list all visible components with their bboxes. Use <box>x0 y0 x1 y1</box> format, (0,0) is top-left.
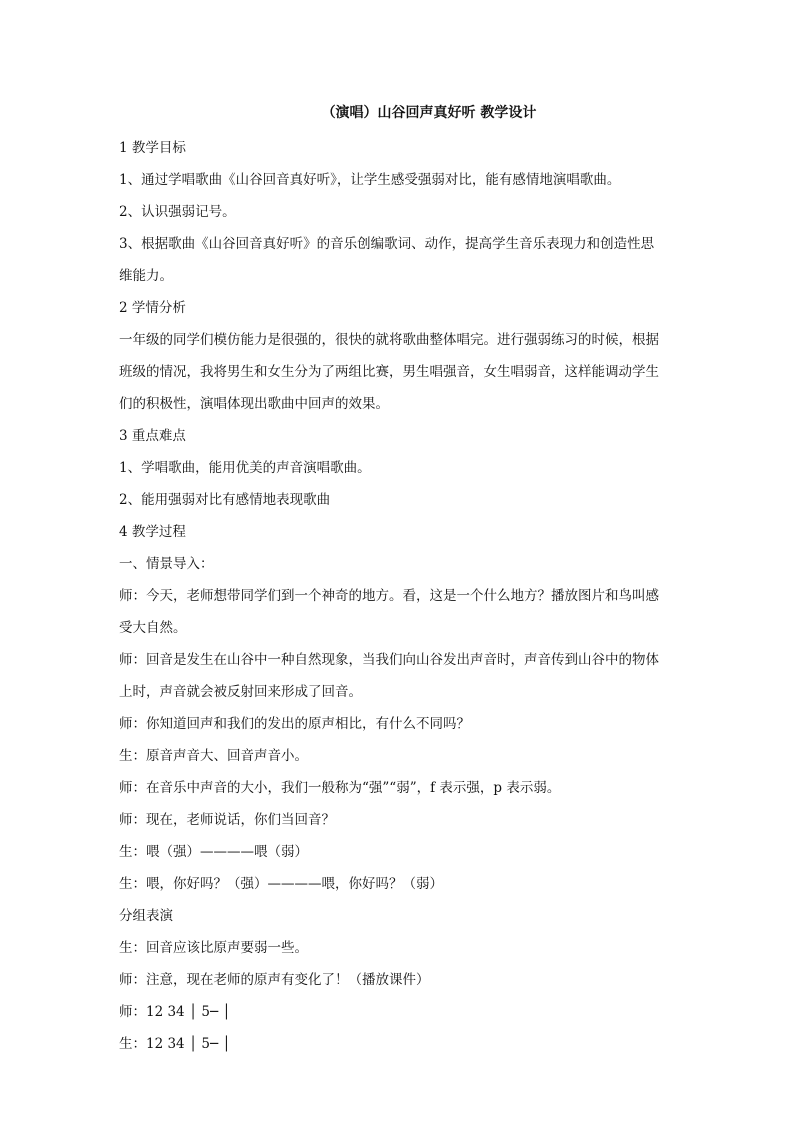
group-performance-heading: 分组表演 <box>119 908 173 924</box>
dialogue-line: 师：你知道回声和我们的发出的原声相比，有什么不同吗？ <box>119 716 470 732</box>
dialogue-line: 师：在音乐中声音的大小，我们一般称为“强”“弱”，f 表示强，p 表示弱。 <box>119 780 561 796</box>
section-heading-process: 4 教学过程 <box>119 524 186 540</box>
analysis-line-3: 们的积极性，演唱体现出歌曲中回声的效果。 <box>119 396 389 412</box>
objective-3-line-2: 维能力。 <box>119 268 173 284</box>
dialogue-line: 师：今天，老师想带同学们到一个神奇的地方。看，这是一个什么地方？播放图片和鸟叫感 <box>119 588 659 604</box>
key-point-2: 2、能用强弱对比有感情地表现歌曲 <box>119 492 331 508</box>
section-heading-key-points: 3 重点难点 <box>119 428 186 444</box>
dialogue-line: 师：回音是发生在山谷中一种自然现象，当我们向山谷发出声音时，声音传到山谷中的物体 <box>119 652 659 668</box>
section-heading-analysis: 2 学情分析 <box>119 300 186 316</box>
dialogue-line: 师：注意，现在老师的原声有变化了！（播放课件） <box>119 972 430 988</box>
dialogue-line: 生：喂（强）————喂（弱） <box>119 844 308 860</box>
notation-line: 生：12 34 │ 5─ │ <box>119 1036 231 1052</box>
section-heading-objectives: 1 教学目标 <box>119 140 186 156</box>
key-point-1: 1、学唱歌曲，能用优美的声音演唱歌曲。 <box>119 460 371 476</box>
dialogue-line: 生：回音应该比原声要弱一些。 <box>119 940 308 956</box>
analysis-line-1: 一年级的同学们模仿能力是很强的，很快的就将歌曲整体唱完。进行强弱练习的时候，根据 <box>119 332 659 348</box>
notation-line: 师：12 34 │ 5─ │ <box>119 1004 231 1020</box>
dialogue-line: 受大自然。 <box>119 620 187 636</box>
document-title: （演唱）山谷回声真好听 教学设计 <box>321 105 537 121</box>
objective-2: 2、认识强弱记号。 <box>119 204 236 220</box>
process-step-heading: 一、情景导入： <box>119 556 214 572</box>
objective-1: 1、通过学唱歌曲《山谷回音真好听》，让学生感受强弱对比，能有感情地演唱歌曲。 <box>119 172 621 188</box>
document-body <box>119 100 679 1060</box>
dialogue-line: 生：喂，你好吗？（强）————喂，你好吗？（弱） <box>119 876 443 892</box>
analysis-line-2: 班级的情况，我将男生和女生分为了两组比赛，男生唱强音，女生唱弱音，这样能调动学生 <box>119 364 659 380</box>
dialogue-line: 上时，声音就会被反射回来形成了回音。 <box>119 684 362 700</box>
dialogue-line: 师：现在，老师说话，你们当回音？ <box>119 812 335 828</box>
objective-3-line-1: 3、根据歌曲《山谷回音真好听》的音乐创编歌词、动作，提高学生音乐表现力和创造性思 <box>119 236 655 252</box>
dialogue-line: 生：原音声音大、回音声音小。 <box>119 748 308 764</box>
